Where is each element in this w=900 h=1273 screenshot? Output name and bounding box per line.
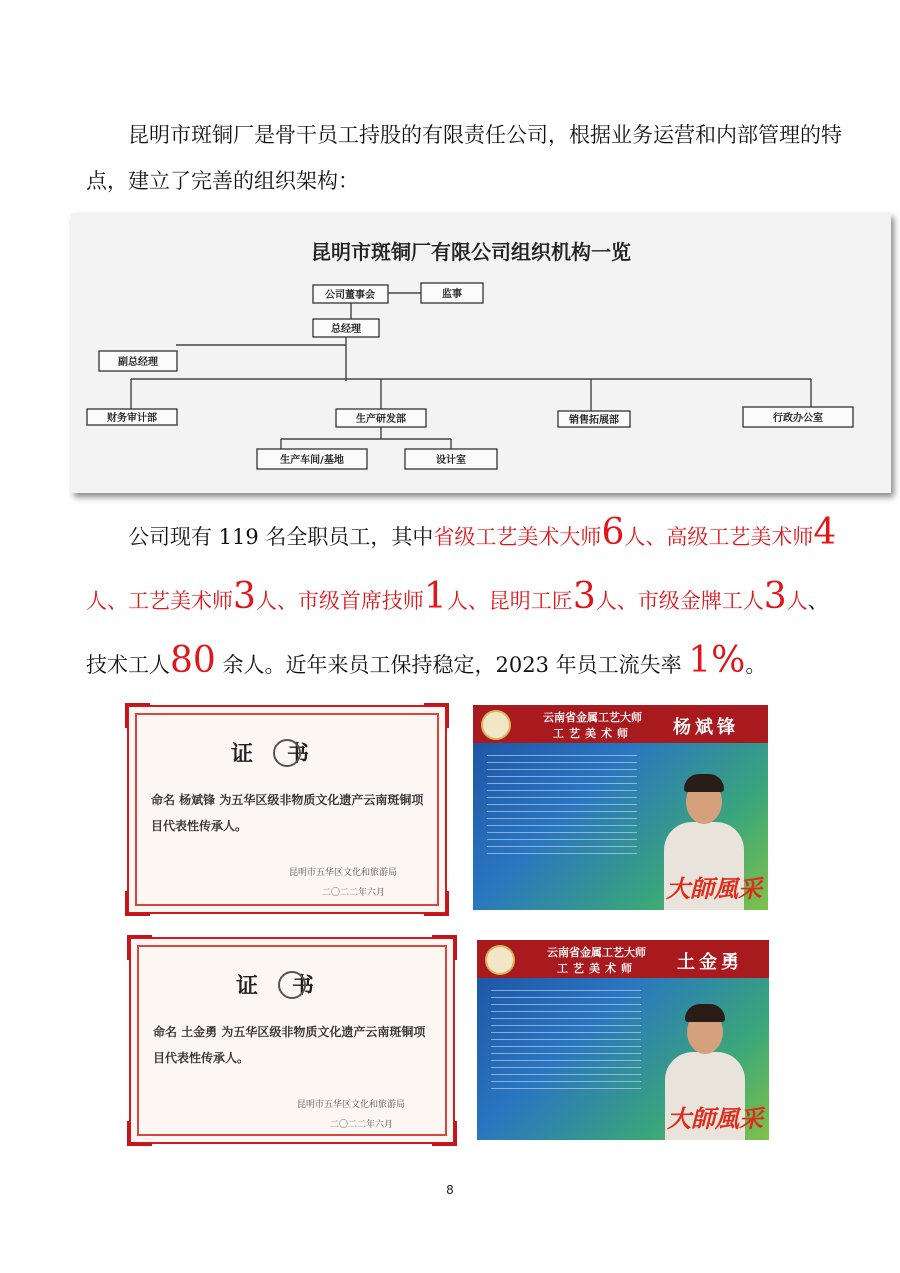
staff-num-7: 80	[170, 640, 216, 681]
certificate-title: 证书	[235, 973, 348, 999]
staff-num-2: 4	[813, 512, 837, 553]
staff-red-2: 人、工艺美术师	[86, 589, 233, 613]
poster-signature: 大師風采	[667, 1104, 763, 1133]
staff-red-1b: 人、高级工艺美术师	[624, 525, 814, 549]
staff-num-6: 3	[763, 576, 787, 617]
org-chart-title: 昆明市斑铜厂有限公司组织机构一览	[311, 240, 631, 264]
org-label-supervisor: 监事	[442, 289, 462, 300]
staff-red-6: 人	[786, 589, 808, 613]
staff-num-4: 1	[423, 576, 447, 617]
portrait-hair	[685, 1004, 725, 1022]
page-number: 8	[446, 1183, 454, 1197]
certificate-issuer: 昆明市五华区文化和旅游局	[288, 868, 397, 878]
poster-name: 土金勇	[677, 952, 743, 973]
ribbon-corner	[432, 1121, 457, 1146]
staff-num-3: 3	[233, 576, 256, 617]
org-label-sales: 销售拓展部	[569, 415, 619, 426]
org-label-finance: 财务审计部	[107, 413, 157, 424]
poster-header-bar	[477, 940, 769, 978]
association-logo-icon	[485, 945, 515, 975]
ribbon-corner	[424, 891, 449, 916]
portrait-hair	[684, 774, 724, 792]
ribbon-corner	[424, 703, 449, 728]
certificate-issuer: 昆明市五华区文化和旅游局	[296, 1100, 405, 1110]
intro-paragraph	[86, 112, 846, 204]
org-label-deputy-gm: 副总经理	[118, 357, 158, 368]
master-poster-tu-jinyong	[477, 940, 769, 1140]
emblem-icon	[278, 971, 306, 999]
ribbon-corner	[125, 703, 150, 728]
staff-red-4: 人、昆明工匠	[446, 589, 573, 613]
poster-bio-text-block	[491, 990, 641, 1090]
staff-text-3: 余人。近年来员工保持稳定，2023 年员工流失率	[215, 653, 689, 677]
org-label-board: 公司董事会	[325, 290, 375, 301]
ribbon-corner	[432, 935, 457, 960]
certificate-body: 命名 土金勇 为五华区级非物质文化遗产云南斑铜项目代表性传承人。	[153, 1025, 426, 1065]
staff-num-8: 1%	[688, 640, 746, 681]
staff-red-3: 人、市级首席技师	[255, 589, 424, 613]
staff-text-1: 公司现有 119 名全职员工，其中	[128, 525, 434, 549]
org-label-design: 设计室	[436, 455, 466, 466]
poster-name: 杨斌锋	[673, 717, 739, 738]
poster-signature: 大師風采	[666, 874, 762, 903]
certificate-body: 命名 杨斌锋 为五华区级非物质文化遗产云南斑铜项目代表性传承人。	[151, 793, 424, 833]
certificate-date: 二〇二二年六月	[321, 888, 385, 898]
staff-num-5: 3	[572, 576, 596, 617]
association-logo-icon	[481, 710, 511, 740]
org-label-production-rd: 生产研发部	[356, 414, 406, 425]
org-label-admin: 行政办公室	[773, 413, 823, 424]
org-label-workshop: 生产车间/基地	[280, 455, 344, 466]
poster-bio-text-block	[487, 755, 637, 855]
staff-paragraph	[86, 503, 846, 695]
org-chart-diagram	[71, 213, 891, 493]
staff-red-1: 省级工艺美术大师	[433, 525, 602, 549]
certificate-yang-binfeng	[127, 705, 447, 914]
staff-text-4: 。	[745, 653, 767, 677]
poster-title-line2: 工艺美术师	[553, 727, 633, 740]
poster-title-line1: 云南省金属工艺大师	[543, 711, 642, 724]
org-chart-image	[71, 213, 891, 493]
staff-num-1: 6	[601, 512, 625, 553]
ribbon-corner	[125, 891, 150, 916]
intro-text: 昆明市斑铜厂是骨干员工持股的有限责任公司，根据业务运营和内部管理的特点，建立了完善的组织架构：	[86, 123, 842, 193]
org-label-general-manager: 总经理	[331, 324, 361, 335]
certificate-tu-jinyong	[129, 937, 455, 1144]
staff-red-5: 人、市级金牌工人	[595, 589, 764, 613]
poster-header-bar	[473, 705, 768, 743]
ribbon-corner	[127, 1121, 152, 1146]
certificate-date: 二〇二二年六月	[329, 1120, 393, 1130]
staff-text-2: 、技术工人	[86, 589, 829, 677]
poster-title-line2: 工艺美术师	[557, 962, 637, 975]
emblem-icon	[273, 739, 301, 767]
master-poster-yang-binfeng	[473, 705, 768, 910]
poster-title-line1: 云南省金属工艺大师	[547, 946, 646, 959]
ribbon-corner	[127, 935, 152, 960]
certificate-title: 证书	[230, 741, 343, 767]
